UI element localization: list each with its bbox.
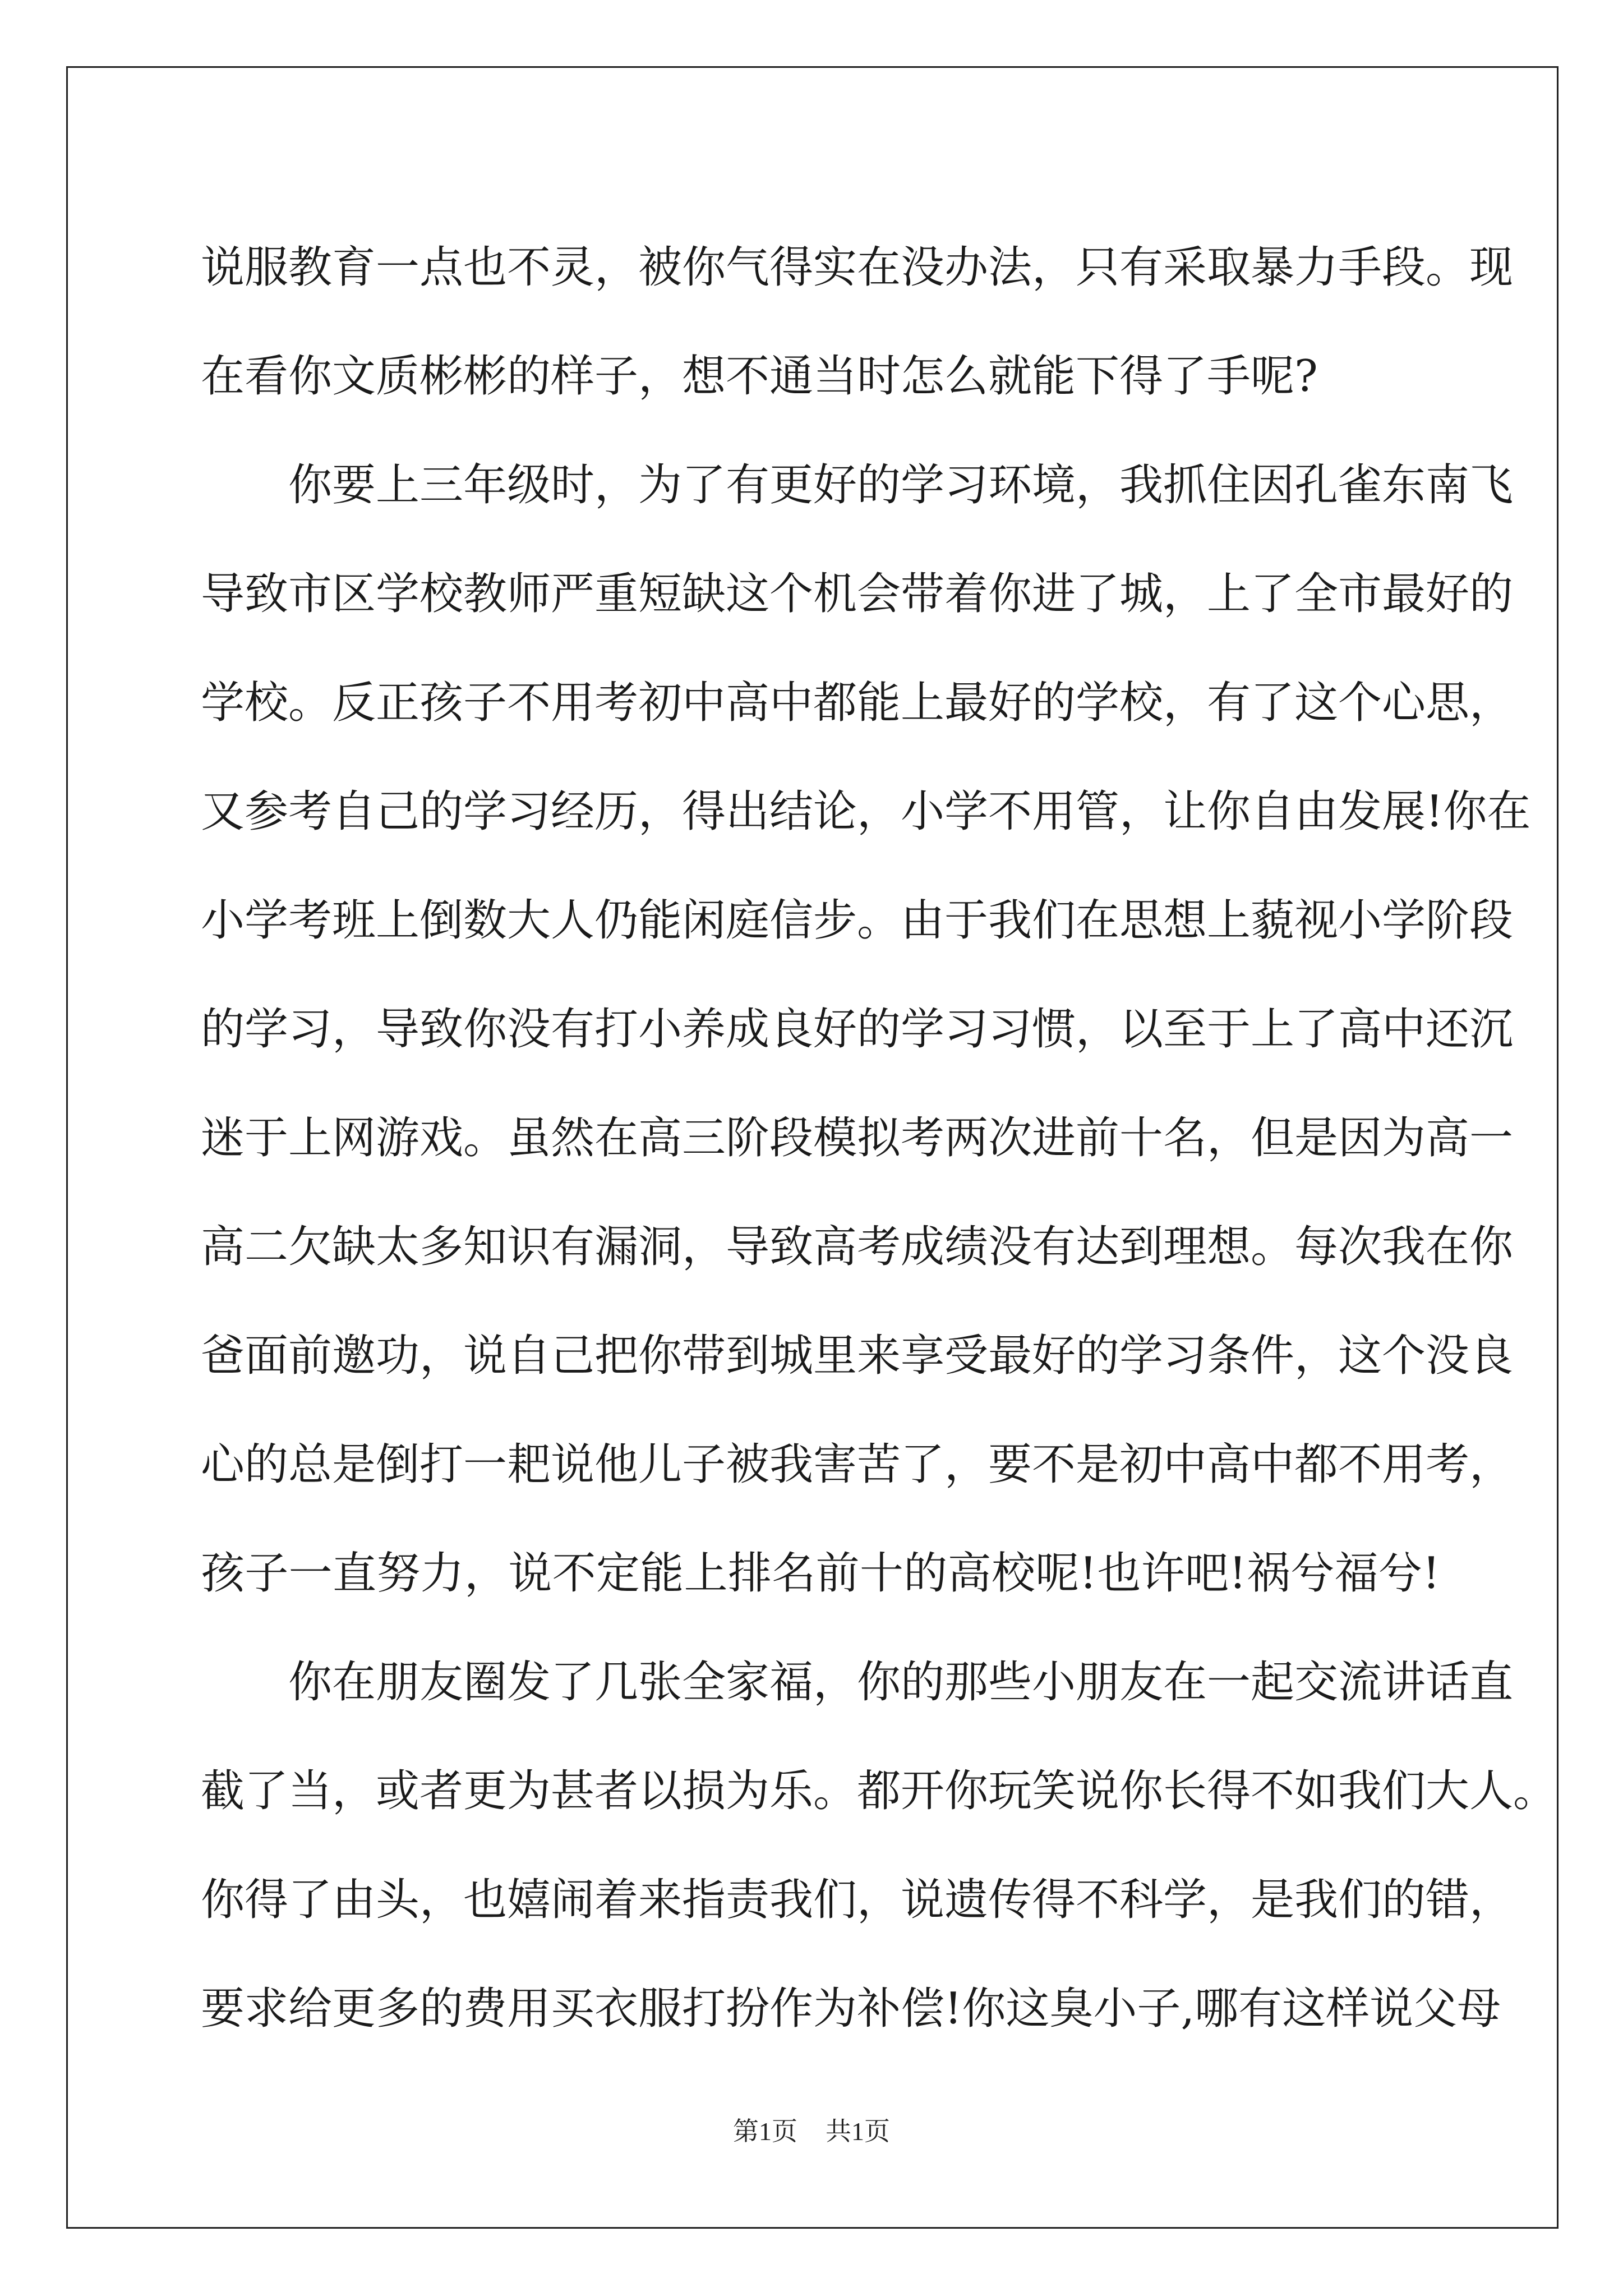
text-line: 说服教育一点也不灵，被你气得实在没办法，只有采取暴力手段。现: [201, 242, 1514, 293]
text-line: 在看你文质彬彬的样子，想不通当时怎么就能下得了手呢?: [201, 351, 1318, 402]
text-line: 你在朋友圈发了几张全家福，你的那些小朋友在一起交流讲话直: [288, 1657, 1514, 1708]
paragraph: [201, 213, 1514, 431]
text-line: 小学考班上倒数大人仍能闲庭信步。由于我们在思想上藐视小学阶段: [201, 895, 1514, 946]
text-line: 导致市区学校教师严重短缺这个机会带着你进了城，上了全市最好的: [201, 569, 1514, 619]
text-line: 迷于上网游戏。虽然在高三阶段模拟考两次进前十名，但是因为高一: [201, 1113, 1514, 1163]
text-line: 又参考自己的学习经历，得出结论，小学不用管，让你自由发展!你在: [201, 786, 1531, 837]
text-line: 你要上三年级时，为了有更好的学习环境，我抓住因孔雀东南飞: [288, 460, 1514, 510]
page-total: 共1页: [826, 2117, 890, 2146]
text-line: 心的总是倒打一耙说他儿子被我害苦了，要不是初中高中都不用考，: [201, 1439, 1514, 1490]
text-line: 要求给更多的费用买衣服打扮作为补偿!你这臭小子,哪有这样说父母: [201, 1984, 1501, 2034]
text-line: 的学习，导致你没有打小养成良好的学习习惯，以至于上了高中还沉: [201, 1004, 1514, 1055]
text-line: 高二欠缺太多知识有漏洞，导致高考成绩没有达到理想。每次我在你: [201, 1222, 1514, 1272]
page-footer: [0, 2111, 1623, 2148]
text-line: 孩子一直努力，说不定能上排名前十的高校呢!也许吧!祸兮福兮!: [201, 1548, 1440, 1599]
paragraph: [201, 1628, 1557, 2063]
text-line: 你得了由头，也嬉闹着来指责我们，说遗传得不科学，是我们的错，: [201, 1875, 1514, 1925]
text-line: 截了当，或者更为甚者以损为乐。都开你玩笑说你长得不如我们大人。: [201, 1766, 1557, 1816]
text-line: 爸面前邀功，说自己把你带到城里来享受最好的学习条件，这个没良: [201, 1331, 1514, 1381]
page-number: 第1页: [733, 2117, 797, 2146]
text-line: 学校。反正孩子不用考初中高中都能上最好的学校，有了这个心思，: [201, 678, 1514, 728]
document-body: [201, 213, 1557, 2063]
paragraph: [201, 431, 1531, 1628]
